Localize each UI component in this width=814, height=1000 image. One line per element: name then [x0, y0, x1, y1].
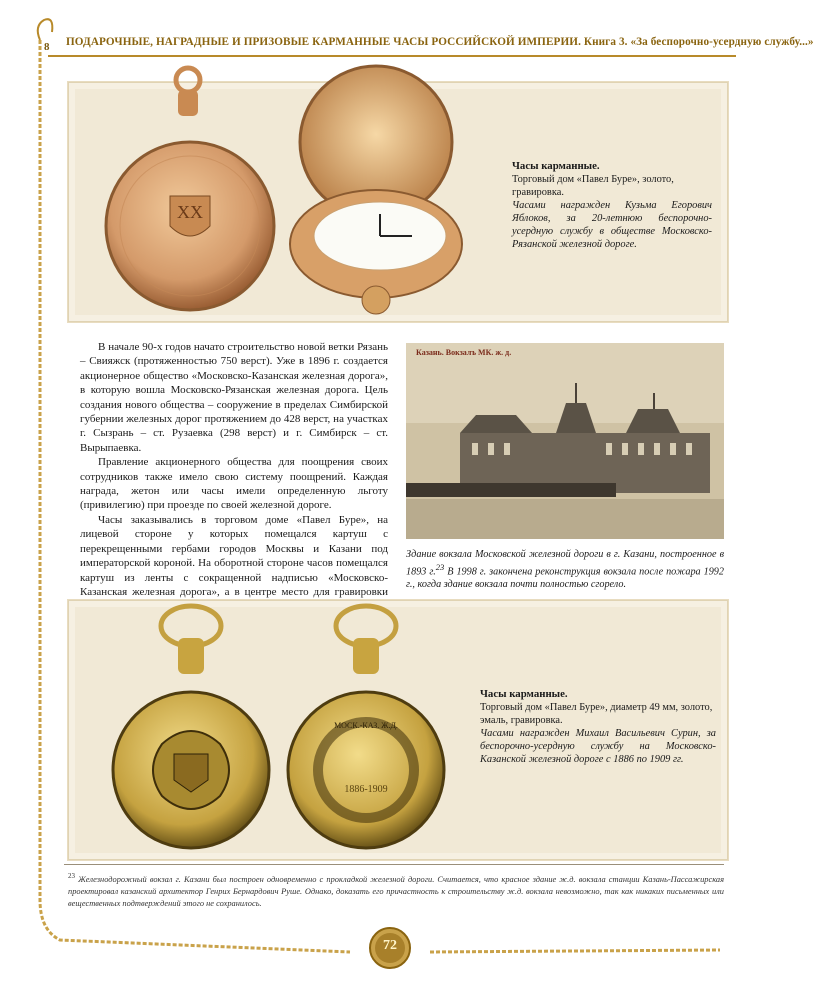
panel1-caption: [512, 160, 712, 251]
panel2-caption-italic: Часами награжден Михаил Васильевич Сурин, за беспорочно-усердную службу на Московско-Казанской железной дороге с 1886 по 1909 гг.: [480, 728, 716, 765]
panel2-caption: [480, 688, 716, 766]
photo-caption-sup: 23: [435, 562, 445, 572]
footnote-rule: [64, 864, 724, 865]
w2-ribbon: МОСК.-КАЗ. Ж.Д.: [334, 721, 398, 730]
header-book: Книга 3. «За беспорочно-усердную службу...»: [580, 36, 814, 48]
footnote: [68, 870, 724, 910]
w1-monogram: XX: [177, 202, 203, 222]
running-header: [66, 36, 814, 48]
footnote-number: 23: [68, 872, 75, 880]
panel1-caption-italic: Часами награжден Кузьма Егорович Яблоков, за 20-летнюю беспорочно-усердную службу в обществе Московско-Рязанской железной дороге.: [512, 200, 712, 250]
paragraph-3: Часы заказывались в торговом доме «Павел Буре», на лицевой стороне у которых помещался картуш с перекрещенными гербами городов Москвы и Казани под императорской короной. На оборотной стороне часов помещался картуш из ленты с сокращенной надписью «Московско-Казанская железная дорога», а в центре место для гравировки: [80, 513, 388, 598]
watch-2-back-image: [286, 604, 446, 852]
photo-caption-a: Здание вокзала Московской железной дороги в г. Казани, построенное в 1893 г.: [406, 549, 724, 578]
page-number-medallion: [368, 926, 412, 970]
watch-2-front-image: [112, 604, 270, 852]
left-page-marker: 8: [44, 41, 50, 53]
photo-caption-b: В 1998 г. закончена реконструкция вокзала после пожара 1992 г., когда здание вокзала почти полностью сгорело.: [406, 566, 724, 591]
photo-overprint: Казань. Вокзалъ МК. ж. д.: [416, 348, 512, 357]
watch-1-open-image: [284, 64, 468, 320]
page-number: 72: [383, 938, 397, 953]
watch-1-back-image: [100, 66, 280, 316]
paragraph-1: В начале 90-х годов начато строительство новой ветки Рязань – Свияжск (протяженностью 750 верст). Уже в 1896 г. создается акционерное общество «Московско-Казанская железная дорога», в которую вошла Московско-Рязанская железная дорога. Цель создания нового общества – сооружение в пределах Симбирской губернии железных дорог протяжением до 428 верст, на участках г. Сызрань – ст. Рузаевка (298 верст) и г. Симбирск – ст. Вырыпаевка.: [80, 341, 388, 454]
paragraph-2: Правление акционерного общества для поощрения своих сотрудников также имело свою систему поощрений. Каждая награда, жетон или часы имели определенную льготу (привилегию) при проезде по своей железной дороге.: [80, 456, 388, 512]
panel2-caption-title: Часы карманные.: [480, 688, 568, 700]
panel1-caption-line1: Торговый дом «Павел Буре», золото, гравировка.: [512, 174, 674, 198]
header-caps: ПОДАРОЧНЫЕ, НАГРАДНЫЕ И ПРИЗОВЫЕ КАРМАННЫЕ ЧАСЫ РОССИЙСКОЙ ИМПЕРИИ.: [66, 36, 581, 48]
header-rule: [48, 55, 736, 57]
panel2-caption-line1: Торговый дом «Павел Буре», диаметр 49 мм, золото, эмаль, гравировка.: [480, 702, 713, 726]
panel1-caption-title: Часы карманные.: [512, 160, 600, 172]
article-body: [80, 340, 388, 614]
w2-engraving: 1886-1909: [344, 784, 388, 795]
footnote-text: Железнодорожный вокзал г. Казани был построен одновременно с прокладкой железной дороги. Считается, что красное здание ж.д. вокзала станции Казань-Пассажирская проектировал казанский архитектор Генрих Бернардович Руше. Однако, доказать его причастность к строительству ж.д. вокзала невозможно, так как никаких письменных или вещественных подтверждений этого не сохранилось.: [68, 874, 724, 908]
kazan-station-photo: [406, 343, 724, 539]
photo-caption: [406, 548, 724, 591]
